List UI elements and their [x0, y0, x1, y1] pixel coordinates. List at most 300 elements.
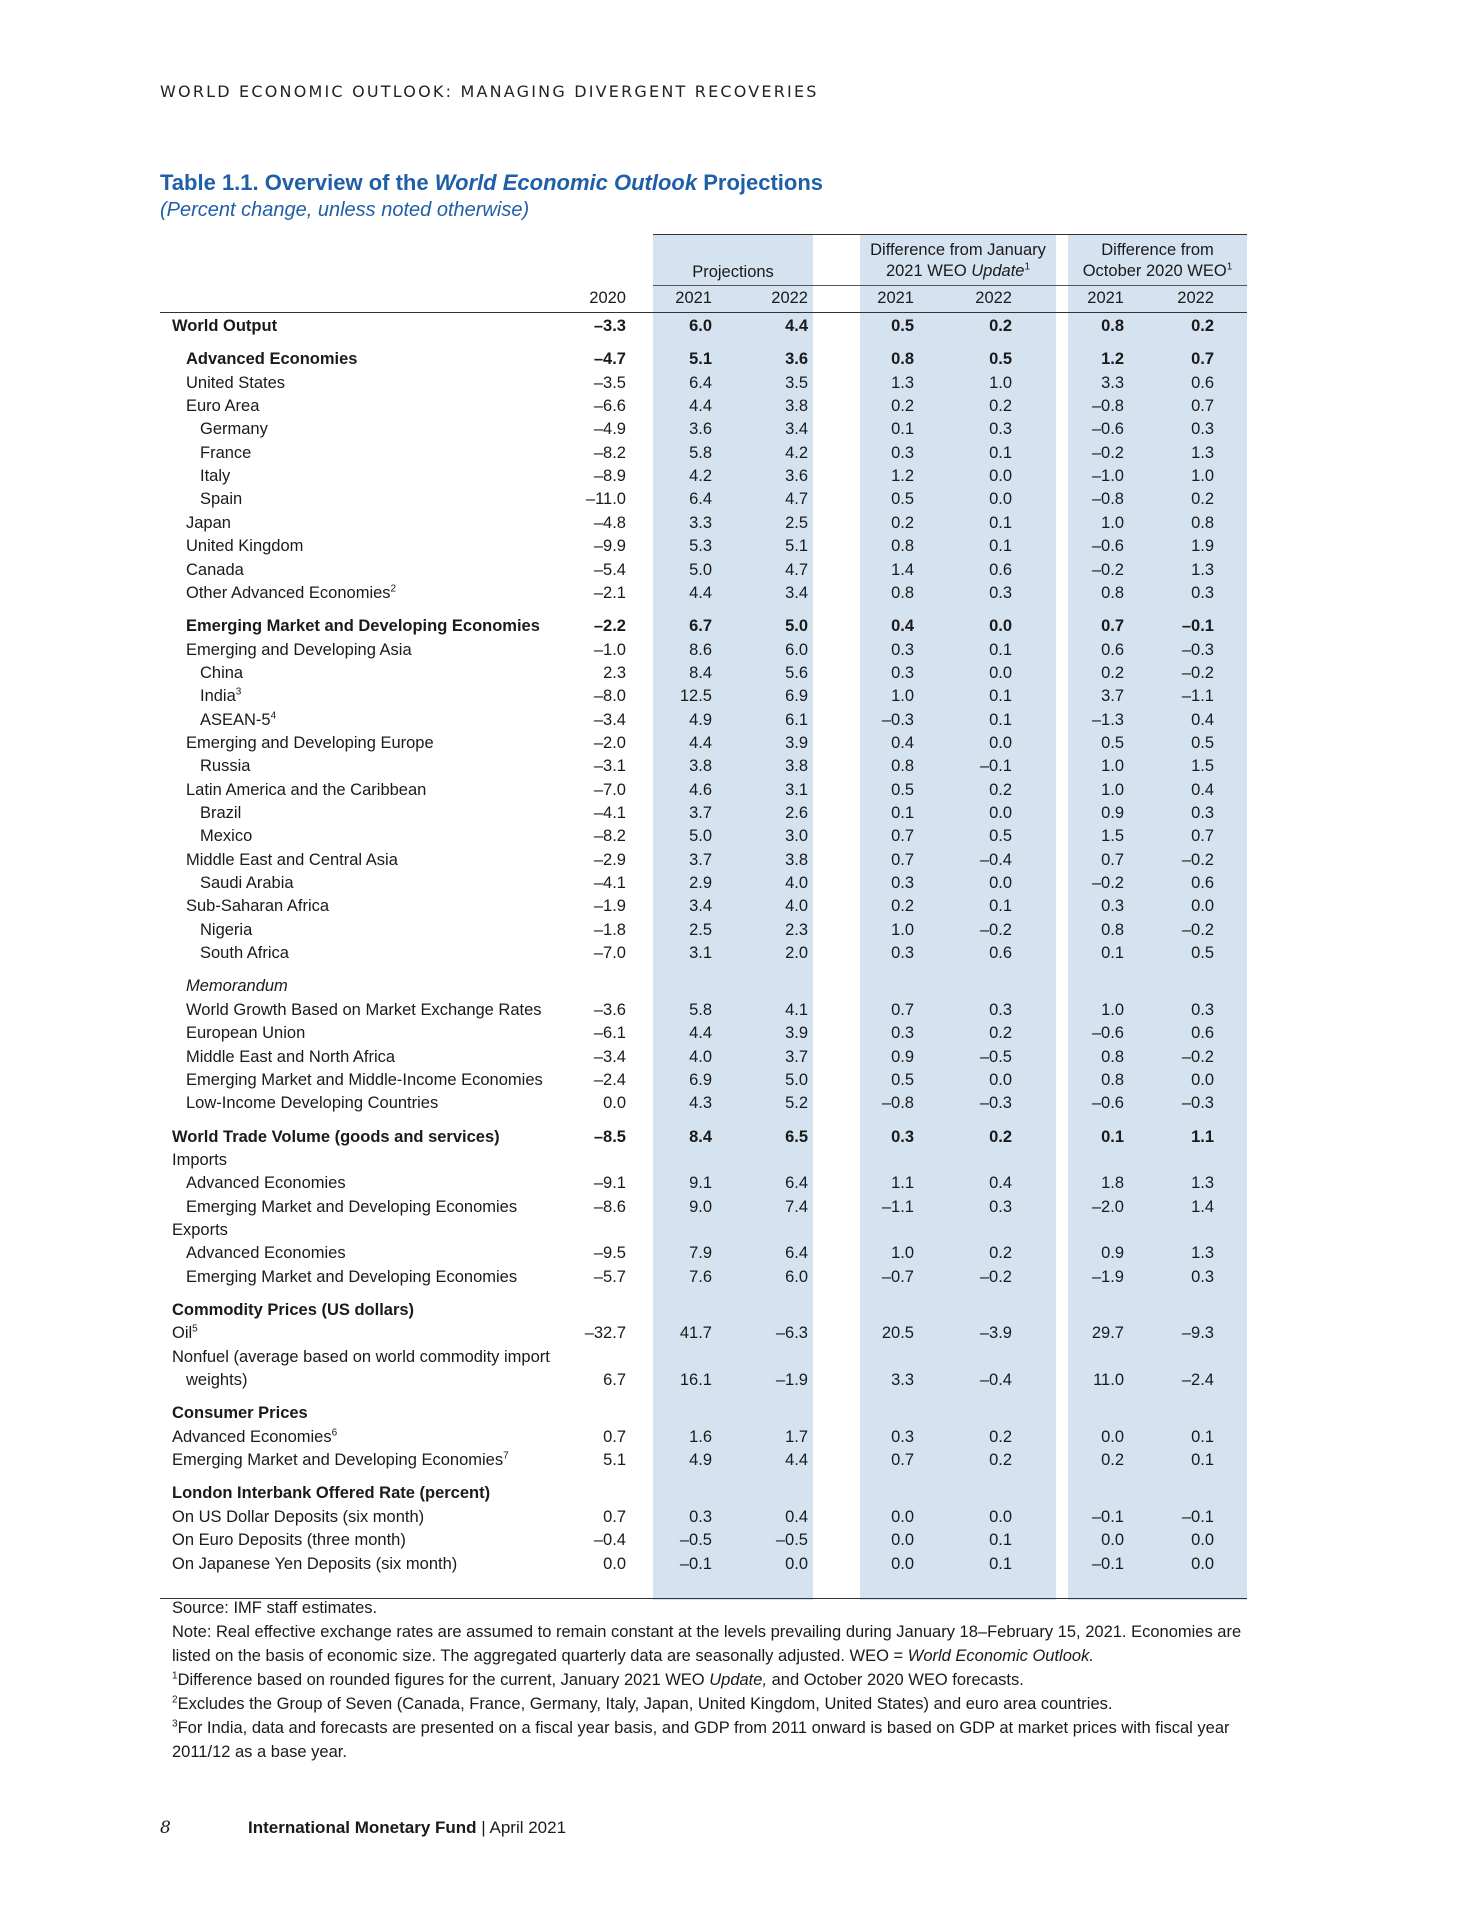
table-cell: 0.3	[891, 1024, 914, 1043]
table-cell: 6.1	[785, 710, 808, 729]
row-label: On Japanese Yen Deposits (six month)	[172, 1554, 458, 1573]
table-cell: 0.8	[1101, 920, 1124, 939]
table-cell: –0.1	[1091, 1554, 1124, 1573]
table-cell: 3.7	[785, 1047, 808, 1066]
table-cell: 0.0	[1191, 1531, 1214, 1550]
table-cell: 0.3	[989, 420, 1012, 439]
table-cell: 6.5	[785, 1127, 808, 1146]
table-cell: 0.0	[1191, 1554, 1214, 1573]
table-cell: –0.1	[979, 757, 1012, 776]
table-cell: 0.0	[1191, 1070, 1214, 1089]
table-cell: –0.4	[593, 1531, 626, 1550]
table-cell: 6.0	[785, 640, 808, 659]
table-cell: –2.9	[593, 850, 626, 869]
table-cell: –0.2	[979, 920, 1012, 939]
table-cell: 0.7	[891, 827, 914, 846]
row-label: On Euro Deposits (three month)	[172, 1531, 406, 1550]
row-label: Germany	[200, 420, 268, 439]
table-cell: 1.9	[1191, 537, 1214, 556]
table-cell: 2.0	[785, 944, 808, 963]
row-label: Emerging and Developing Europe	[186, 733, 434, 752]
table-cell: 9.1	[689, 1174, 712, 1193]
table-cell: 0.0	[603, 1554, 626, 1573]
table-cell: 3.5	[785, 373, 808, 392]
table-cell: 3.6	[785, 350, 808, 369]
footnote-1: $^1$Difference based on rounded figures for the current, January 2021 WEO Update, and October 2020 WEO forecasts.	[172, 1670, 1024, 1689]
table-cell: 0.8	[1101, 1047, 1124, 1066]
table-cell: 0.2	[891, 897, 914, 916]
table-cell: –0.5	[679, 1531, 712, 1550]
table-cell: 0.2	[891, 397, 914, 416]
table-cell: 1.2	[1101, 350, 1124, 369]
table-cell: 1.0	[1101, 513, 1124, 532]
table-cell: 1.4	[1191, 1197, 1214, 1216]
table-cell: 0.0	[989, 874, 1012, 893]
table-cell: 6.4	[785, 1244, 808, 1263]
table-cell: –0.6	[1091, 420, 1124, 439]
row-label: Advanced Economies	[186, 1174, 346, 1193]
source-note: Source: IMF staff estimates.	[172, 1599, 378, 1617]
table-cell: –0.2	[1091, 560, 1124, 579]
year-header-1: 2021	[675, 289, 712, 307]
table-cell: 0.3	[891, 1127, 914, 1146]
row-label: Advanced Economies	[186, 350, 358, 369]
table-cell: 0.7	[1191, 397, 1214, 416]
footnote-2: $^2$Excludes the Group of Seven (Canada, France, Germany, Italy, Japan, United Kingdom, United States) and euro area countries.	[172, 1694, 1113, 1713]
table-cell: –1.0	[593, 640, 626, 659]
row-label: Commodity Prices (US dollars)	[172, 1301, 415, 1319]
table-cell: –0.4	[979, 1371, 1012, 1390]
table-cell: 5.3	[689, 537, 712, 556]
table-cell: 4.0	[689, 1047, 712, 1066]
header-top-rule	[653, 234, 1247, 235]
table-cell: 1.0	[1191, 467, 1214, 486]
table-cell: –4.8	[593, 513, 626, 532]
table-cell: 4.2	[785, 443, 808, 462]
table-cell: 7.4	[785, 1197, 808, 1216]
row-label: Consumer Prices	[172, 1404, 308, 1423]
table-cell: –1.3	[1091, 710, 1124, 729]
table-cell: 0.7	[1191, 350, 1214, 369]
table-cell: 1.2	[891, 467, 914, 486]
table-cell: 0.3	[989, 1197, 1012, 1216]
table-cell: 1.0	[1101, 1000, 1124, 1019]
table-cell: 11.0	[1093, 1371, 1124, 1390]
table-cell: 6.4	[785, 1174, 808, 1193]
header-bottom-rule	[160, 312, 1247, 313]
row-label: Advanced Economies$^6$	[172, 1427, 338, 1446]
table-cell: –11.0	[585, 490, 626, 509]
table-cell: –1.9	[1091, 1267, 1124, 1286]
table-cell: 0.4	[891, 733, 914, 752]
table-cell: 0.3	[891, 1427, 914, 1446]
table-cell: 0.0	[989, 467, 1012, 486]
table-cell: 0.7	[891, 1000, 914, 1019]
row-label: Emerging Market and Middle-Income Economies	[186, 1070, 543, 1089]
table-cell: –3.3	[593, 317, 626, 335]
table-cell: 1.6	[689, 1427, 712, 1446]
table-cell: 0.1	[989, 1531, 1012, 1550]
table-cell: 8.4	[689, 663, 712, 682]
table-cell: –0.4	[979, 850, 1012, 869]
table-cell: 4.0	[785, 874, 808, 893]
table-cell: 0.3	[989, 583, 1012, 602]
row-label: United Kingdom	[186, 537, 304, 556]
row-label: South Africa	[200, 944, 289, 963]
table-title	[160, 170, 823, 196]
table-cell: 1.0	[891, 1244, 914, 1263]
table-cell: 0.5	[989, 350, 1012, 369]
table-cell: 0.2	[989, 317, 1012, 335]
table-cell: 0.1	[1191, 1451, 1214, 1470]
row-label: European Union	[186, 1024, 306, 1043]
header-diff-october-line2: October 2020 WEO$^1$	[1082, 261, 1233, 280]
table-cell: 0.1	[1101, 944, 1124, 963]
page-number: 8	[160, 1818, 171, 1838]
table-cell: 0.7	[1101, 617, 1124, 636]
table-cell: –2.2	[593, 617, 626, 636]
row-label: China	[200, 663, 244, 682]
year-header-2: 2022	[771, 289, 808, 307]
row-label: World Output	[172, 317, 278, 335]
general-note: Note: Real effective exchange rates are assumed to remain constant at the levels prevailing during January 18–February 15, 2021. Economies are listed on the basis of economic size. The aggregated quarterly data are seasonally adjusted. WEO = World Economic Outlook.	[172, 1623, 1242, 1665]
table-cell: 0.1	[989, 710, 1012, 729]
table-cell: –9.1	[593, 1174, 626, 1193]
table-cell: 1.7	[785, 1427, 808, 1446]
table-cell: 4.4	[689, 397, 712, 416]
table-cell: 0.0	[891, 1507, 914, 1526]
table-cell: 3.4	[785, 583, 808, 602]
footer-publisher: International Monetary Fund | April 2021	[248, 1818, 567, 1837]
table-cell: –1.9	[593, 897, 626, 916]
table-cell: 0.5	[891, 317, 914, 335]
table-cell: 0.2	[1101, 663, 1124, 682]
table-cell: 5.8	[689, 1000, 712, 1019]
row-label: Low-Income Developing Countries	[186, 1094, 439, 1113]
table-cell: 5.0	[785, 1070, 808, 1089]
table-cell: 3.6	[689, 420, 712, 439]
table-cell: –8.0	[593, 687, 626, 706]
table-cell: 0.7	[603, 1427, 626, 1446]
table-cell: –3.5	[593, 373, 626, 392]
table-cell: 0.8	[1101, 583, 1124, 602]
table-cell: 4.4	[689, 733, 712, 752]
row-label: Emerging Market and Developing Economies	[186, 1267, 518, 1286]
table-cell: –0.8	[1091, 397, 1124, 416]
table-cell: –0.1	[1181, 1507, 1214, 1526]
table-cell: –0.2	[1181, 663, 1214, 682]
table-cell: 2.5	[785, 513, 808, 532]
table-cell: –0.1	[679, 1554, 712, 1573]
row-label: World Growth Based on Market Exchange Rates	[186, 1000, 542, 1019]
table-cell: –8.6	[593, 1197, 626, 1216]
year-header-6: 2022	[1177, 289, 1214, 307]
table-cell: 1.1	[891, 1174, 914, 1193]
table-cell: 4.9	[689, 1451, 712, 1470]
year-header-3: 2021	[877, 289, 914, 307]
table-cell: 1.4	[891, 560, 914, 579]
table-cell: 0.3	[1191, 804, 1214, 822]
table-cell: –3.4	[593, 1047, 626, 1066]
table-cell: 0.1	[989, 443, 1012, 462]
table-cell: 5.1	[689, 350, 712, 369]
table-cell: –3.4	[593, 710, 626, 729]
table-cell: 1.3	[1191, 443, 1214, 462]
table-notes	[172, 1596, 1272, 1764]
table-cell: 0.4	[1191, 780, 1214, 799]
row-label: Emerging Market and Developing Economies	[186, 1197, 518, 1216]
table-title-prefix: Table 1.1. Overview of the	[160, 170, 435, 195]
row-label: World Trade Volume (goods and services)	[172, 1127, 500, 1146]
table-cell: –2.0	[1091, 1197, 1124, 1216]
row-label: Saudi Arabia	[200, 874, 294, 893]
table-cell: 0.5	[891, 1070, 914, 1089]
table-cell: 0.1	[989, 897, 1012, 916]
table-cell: 2.6	[785, 804, 808, 822]
table-title-italic: World Economic Outlook	[434, 170, 698, 195]
table-cell: 0.2	[989, 1127, 1012, 1146]
table-cell: 5.0	[785, 617, 808, 636]
row-label: weights)	[186, 1371, 248, 1390]
table-cell: 0.0	[989, 804, 1012, 822]
table-cell: –0.3	[1181, 640, 1214, 659]
header-projections: Projections	[692, 263, 774, 281]
table-cell: 0.2	[989, 1024, 1012, 1043]
table-cell: 0.0	[603, 1094, 626, 1113]
table-cell: 3.3	[689, 513, 712, 532]
table-cell: 1.0	[1101, 780, 1124, 799]
header-diff-january-line2: 2021 WEO Update$^1$	[885, 261, 1031, 280]
table-cell: –9.9	[593, 537, 626, 556]
row-label: Middle East and North Africa	[186, 1047, 396, 1066]
table-cell: 0.2	[989, 780, 1012, 799]
table-cell: –2.4	[1181, 1371, 1214, 1390]
table-cell: 5.0	[689, 827, 712, 846]
table-cell: 3.1	[785, 780, 808, 799]
table-cell: 6.9	[689, 1070, 712, 1089]
table-cell: 9.0	[689, 1197, 712, 1216]
table-cell: –7.0	[593, 780, 626, 799]
table-cell: 3.4	[689, 897, 712, 916]
table-cell: 7.9	[689, 1244, 712, 1263]
table-cell: –1.8	[593, 920, 626, 939]
row-label: India$^3$	[200, 686, 242, 706]
table-cell: –3.9	[979, 1324, 1012, 1343]
table-cell: 3.6	[785, 467, 808, 486]
table-cell: –0.2	[1091, 874, 1124, 893]
table-cell: 3.9	[785, 733, 808, 752]
table-cell: 5.1	[785, 537, 808, 556]
table-cell: 0.8	[891, 757, 914, 776]
table-cell: 1.3	[1191, 560, 1214, 579]
table-cell: –8.5	[593, 1127, 626, 1146]
table-cell: 3.4	[785, 420, 808, 439]
table-cell: 5.2	[785, 1094, 808, 1113]
table-cell: 0.1	[989, 513, 1012, 532]
table-cell: 0.8	[1101, 317, 1124, 335]
header-diff-october-line1: Difference from	[1101, 241, 1214, 259]
table-cell: 3.8	[785, 397, 808, 416]
table-cell: 0.6	[1191, 373, 1214, 392]
table-cell: –0.1	[1181, 617, 1214, 636]
table-cell: 3.3	[891, 1371, 914, 1390]
table-cell: 5.1	[603, 1451, 626, 1470]
table-cell: 0.6	[1191, 1024, 1214, 1043]
row-label: Emerging and Developing Asia	[186, 640, 412, 659]
table-cell: 3.8	[785, 850, 808, 869]
table-cell: 3.7	[689, 804, 712, 822]
table-cell: 6.9	[785, 687, 808, 706]
table-cell: –0.8	[1091, 490, 1124, 509]
table-cell: 2.3	[785, 920, 808, 939]
table-cell: 7.6	[689, 1267, 712, 1286]
table-cell: –3.6	[593, 1000, 626, 1019]
table-cell: 0.2	[891, 513, 914, 532]
table-cell: 41.7	[679, 1324, 712, 1343]
table-cell: 4.4	[785, 1451, 808, 1470]
table-cell: 5.8	[689, 443, 712, 462]
table-cell: 0.3	[989, 1000, 1012, 1019]
table-cell: –0.3	[979, 1094, 1012, 1113]
table-cell: –0.3	[1181, 1094, 1214, 1113]
year-header-5: 2021	[1087, 289, 1124, 307]
table-cell: 0.0	[989, 663, 1012, 682]
table-cell: 0.3	[1191, 1000, 1214, 1019]
table-cell: 2.9	[689, 874, 712, 893]
table-cell: 4.4	[689, 1024, 712, 1043]
row-label: Spain	[200, 490, 243, 509]
table-cell: 0.8	[1101, 1070, 1124, 1089]
table-cell: 1.0	[891, 687, 914, 706]
table-cell: 0.2	[1101, 1451, 1124, 1470]
table-cell: 0.0	[1101, 1427, 1124, 1446]
table-cell: 0.4	[785, 1507, 808, 1526]
table-cell: 0.3	[891, 640, 914, 659]
table-cell: 0.3	[1191, 1267, 1214, 1286]
table-cell: 6.7	[689, 617, 712, 636]
table-cell: 3.7	[689, 850, 712, 869]
table-cell: 0.6	[989, 944, 1012, 963]
table-cell: –0.8	[881, 1094, 914, 1113]
table-cell: 1.3	[1191, 1174, 1214, 1193]
table-cell: 4.4	[689, 583, 712, 602]
table-cell: 1.5	[1101, 827, 1124, 846]
row-label: United States	[186, 373, 286, 392]
row-label: Sub-Saharan Africa	[186, 897, 330, 916]
table-cell: –1.1	[1181, 687, 1214, 706]
row-label: Imports	[172, 1150, 228, 1169]
table-title-suffix: Projections	[697, 170, 824, 195]
table-cell: 0.2	[1191, 490, 1214, 509]
row-label: Emerging Market and Developing Economies$^7$	[172, 1450, 509, 1470]
table-cell: 0.8	[891, 583, 914, 602]
table-cell: 0.1	[1101, 1127, 1124, 1146]
row-label: London Interbank Offered Rate (percent)	[172, 1484, 491, 1503]
table-cell: 0.0	[785, 1554, 808, 1573]
table-cell: 0.2	[1191, 317, 1214, 335]
table-cell: 0.5	[989, 827, 1012, 846]
table-cell: –2.0	[593, 733, 626, 752]
row-label: On US Dollar Deposits (six month)	[172, 1507, 425, 1526]
row-label: Canada	[186, 560, 244, 579]
table-cell: 8.6	[689, 640, 712, 659]
row-label: Japan	[186, 513, 231, 532]
table-cell: 0.1	[891, 804, 914, 822]
table-cell: 1.8	[1101, 1174, 1124, 1193]
table-cell: 3.8	[689, 757, 712, 776]
table-cell: –2.1	[593, 583, 626, 602]
row-label: Mexico	[200, 827, 253, 846]
table-cell: 0.2	[989, 1244, 1012, 1263]
table-cell: 4.0	[785, 897, 808, 916]
footnote-3: $^3$For India, data and forecasts are presented on a fiscal year basis, and GDP from 2011 onward is based on GDP at market prices with fiscal year 2011/12 as a base year.	[172, 1718, 1230, 1761]
table-cell: 1.3	[1191, 1244, 1214, 1263]
table-cell: –3.1	[593, 757, 626, 776]
year-header-4: 2022	[975, 289, 1012, 307]
table-cell: –6.6	[593, 397, 626, 416]
table-cell: –0.1	[1091, 1507, 1124, 1526]
table-cell: –0.6	[1091, 1024, 1124, 1043]
table-cell: 0.1	[989, 537, 1012, 556]
table-cell: 5.0	[689, 560, 712, 579]
table-cell: 0.3	[689, 1507, 712, 1526]
table-cell: –4.1	[593, 804, 626, 822]
table-cell: 0.7	[891, 850, 914, 869]
table-cell: –0.2	[1181, 1047, 1214, 1066]
table-cell: 1.0	[989, 373, 1012, 392]
table-cell: 0.1	[989, 640, 1012, 659]
table-cell: 6.4	[689, 373, 712, 392]
table-cell: –2.4	[593, 1070, 626, 1089]
table-cell: 0.5	[891, 490, 914, 509]
table-cell: 5.6	[785, 663, 808, 682]
table-cell: 1.1	[1191, 1127, 1214, 1146]
row-label: Middle East and Central Asia	[186, 850, 398, 869]
table-cell: 0.1	[989, 687, 1012, 706]
table-cell: 8.4	[689, 1127, 712, 1146]
table-cell: 3.7	[1101, 687, 1124, 706]
table-cell: 6.7	[603, 1371, 626, 1390]
table-cell: –0.6	[1091, 537, 1124, 556]
row-label: Oil$^5$	[172, 1323, 198, 1343]
table-cell: 0.1	[989, 1554, 1012, 1573]
table-cell: 20.5	[881, 1324, 914, 1343]
table-cell: 0.0	[989, 490, 1012, 509]
table-cell: 0.0	[989, 1507, 1012, 1526]
table-cell: 0.3	[891, 944, 914, 963]
table-cell: 0.3	[891, 663, 914, 682]
table-cell: –6.1	[593, 1024, 626, 1043]
table-cell: 2.3	[603, 663, 626, 682]
running-head: WORLD ECONOMIC OUTLOOK: MANAGING DIVERGENT RECOVERIES	[160, 82, 819, 101]
table-subtitle: (Percent change, unless noted otherwise)	[160, 199, 530, 221]
table-cell: 0.5	[1191, 944, 1214, 963]
table-cell: 0.7	[1191, 827, 1214, 846]
table-cell: –0.2	[979, 1267, 1012, 1286]
table-cell: 3.1	[689, 944, 712, 963]
table-cell: 4.1	[785, 1000, 808, 1019]
table-cell: 12.5	[679, 687, 712, 706]
table-cell: 0.4	[1191, 710, 1214, 729]
year-header-0: 2020	[589, 289, 626, 307]
table-cell: –9.3	[1181, 1324, 1214, 1343]
row-label: Latin America and the Caribbean	[186, 780, 427, 799]
table-cell: –0.3	[881, 710, 914, 729]
table-cell: 0.3	[891, 443, 914, 462]
table-cell: 0.4	[989, 1174, 1012, 1193]
table-cell: 4.2	[689, 467, 712, 486]
table-cell: 0.3	[891, 874, 914, 893]
